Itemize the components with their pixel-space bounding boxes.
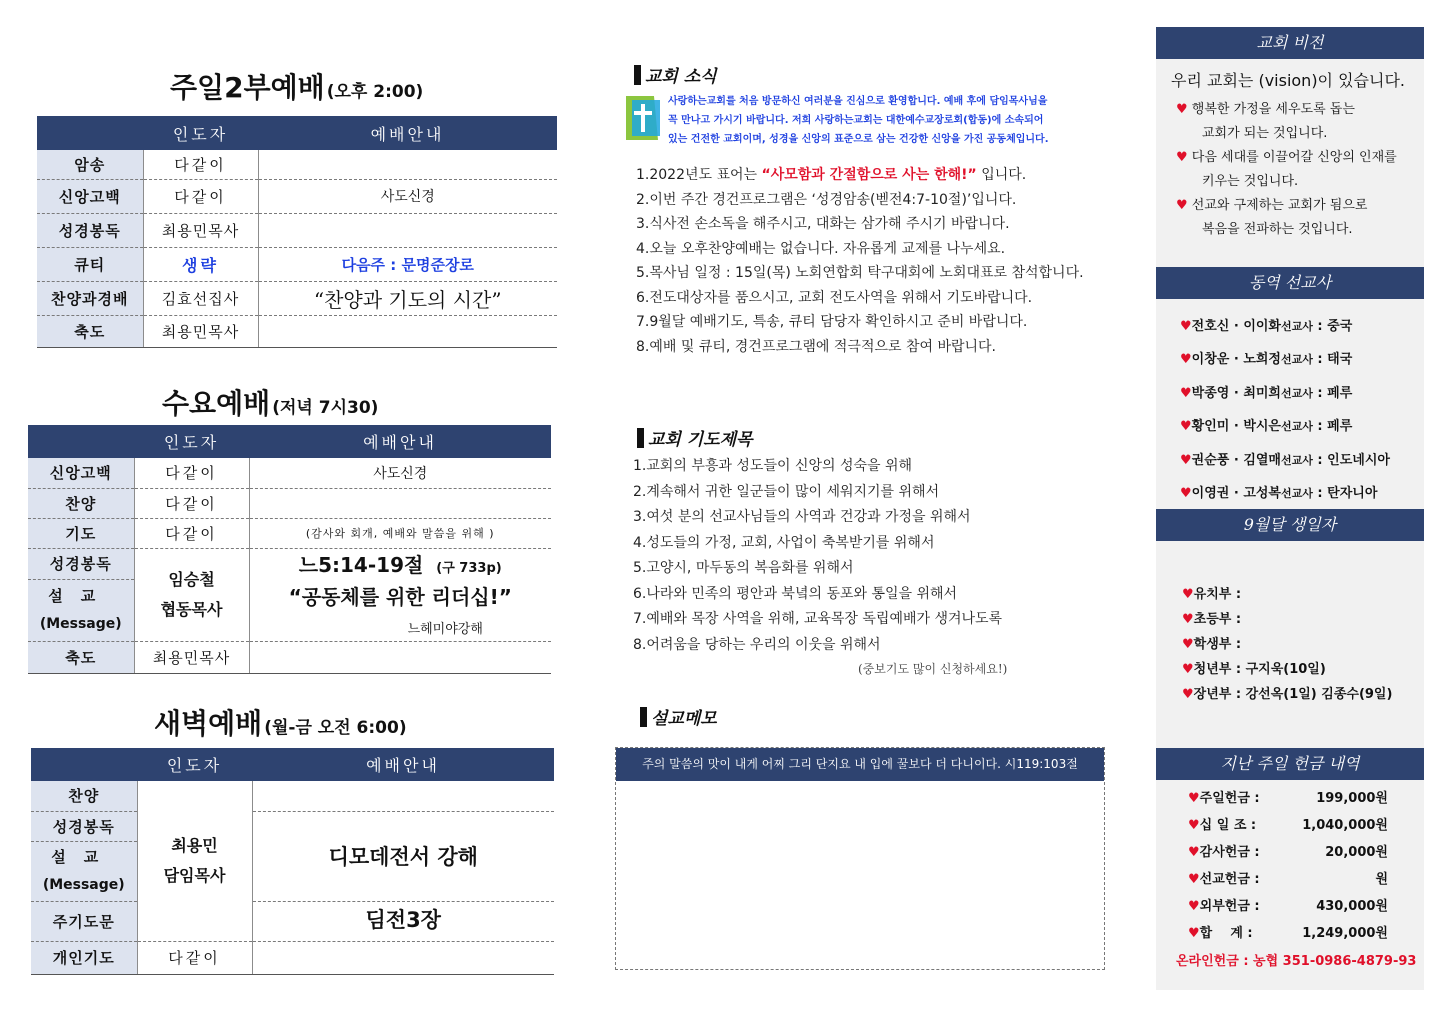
prayer-note: (중보기도 많이 신청하세요!) bbox=[858, 662, 1008, 676]
list-item: ♥이창운 · 노희정선교사 : 태국 bbox=[1180, 352, 1353, 368]
heart-icon: ♥ bbox=[1180, 452, 1192, 468]
heart-icon: ♥ bbox=[1176, 102, 1188, 117]
table-row: 찬양과경배 김효선집사 “찬양과 기도의 시간” bbox=[37, 281, 557, 315]
dawn-service-table bbox=[31, 748, 554, 975]
list-item: 6.전도대상자를 품으시고, 교회 전도사역을 위해서 기도바랍니다. bbox=[636, 289, 1033, 306]
heart-icon: ♥ bbox=[1188, 791, 1200, 806]
missionaries-heading: 동역 선교사 bbox=[1156, 267, 1424, 299]
wednesday-service-title: 수요예배 (저녁 7시30) bbox=[162, 387, 379, 420]
list-item: ♥장년부 : 강선옥(1일) 김종수(9일) bbox=[1182, 687, 1393, 702]
heading-bar-icon bbox=[640, 707, 647, 727]
list-item: 7.예배와 목장 사역을 위해, 교육목장 독립예배가 생겨나도록 bbox=[633, 611, 1003, 627]
table-row: 주기도문 딤전3장 bbox=[31, 901, 554, 941]
dawn-service-title: 새벽예배 (월-금 오전 6:00) bbox=[154, 707, 407, 740]
table-row: 축도 최용민목사 bbox=[37, 315, 557, 347]
table-row: 성경봉독 임승철 협동목사 느5:14-19절 (구 733p) bbox=[28, 548, 551, 579]
heart-icon: ♥ bbox=[1182, 612, 1194, 627]
heart-icon: ♥ bbox=[1176, 198, 1188, 213]
offering-list bbox=[1188, 785, 1388, 947]
list-item: ♥ 감사헌금 : 20,000원 bbox=[1188, 839, 1388, 866]
welcome-message: 사랑하는교회를 처음 방문하신 여러분을 진심으로 환영합니다. 예배 후에 담임목사님을 꼭 만나고 가시기 바랍니다. 저희 사랑하는교회는 대한예수교장로회(합동)에 소속되어 있는 건전한 교회이며, 성경을 신앙의 표준으로 삼는 건강한 신앙을 가진 공동체입니다. bbox=[668, 96, 1049, 145]
table-row: 개인기도 다같이 bbox=[31, 941, 554, 974]
scripture-reference: 느5:14-19절 bbox=[298, 553, 424, 578]
list-item: ♥권순풍 · 김열매선교사 : 인도네시아 bbox=[1180, 452, 1390, 468]
prayer-heading: 교회 기도제목 bbox=[637, 425, 752, 450]
online-offering-account: 온라인헌금 : 농협 351-0986-4879-93 bbox=[1176, 954, 1417, 969]
heart-icon: ♥ bbox=[1180, 486, 1192, 502]
heart-icon: ♥ bbox=[1188, 845, 1200, 860]
sermon-title: “공동체를 위한 리더십!” bbox=[288, 585, 512, 609]
list-item: ♥ 주일헌금 : 199,000원 bbox=[1188, 785, 1388, 812]
table-row: 설교 (Message) bbox=[31, 841, 554, 901]
list-item: 4.성도들의 가정, 교회, 사업이 축복받기를 위해서 bbox=[633, 534, 935, 551]
list-item: 2.이번 주간 경건프로그램은 ‘성경암송(벧전4:7-10절)’입니다. bbox=[636, 191, 1017, 208]
heart-icon: ♥ bbox=[1180, 419, 1192, 435]
vision-item: ♥ 다음 세대를 이끌어갈 신앙의 인재를 키우는 것입니다. bbox=[1176, 150, 1397, 189]
heart-icon: ♥ bbox=[1180, 385, 1192, 401]
sermon-memo-box[interactable] bbox=[615, 747, 1105, 970]
year-motto: “사모함과 간절함으로 사는 한해!” bbox=[761, 167, 977, 183]
table-row: 성경봉독 디모데전서 강해 bbox=[31, 811, 554, 841]
sunday-service-table bbox=[37, 116, 557, 348]
table-row: 찬양 다같이 bbox=[28, 488, 551, 518]
merged-leader-cell: 최용민 담임목사 bbox=[137, 781, 252, 941]
table-row: 신앙고백 다같이 사도신경 bbox=[37, 179, 557, 213]
vision-item: ♥ 선교와 구제하는 교회가 됨으로 복음을 전파하는 것입니다. bbox=[1176, 198, 1368, 237]
birthday-list bbox=[1182, 582, 1392, 707]
list-item: 3.여섯 분의 선교사님들의 사역과 건강과 가정을 위해서 bbox=[633, 509, 971, 525]
heart-icon: ♥ bbox=[1182, 687, 1194, 702]
list-item: ♥박종영 · 최미희선교사 : 페루 bbox=[1180, 385, 1353, 401]
heading-bar-icon bbox=[634, 65, 641, 85]
list-item: 5.목사님 일정 : 15일(목) 노회연합회 탁구대회에 노회대표로 참석합니다. bbox=[636, 265, 1084, 281]
list-item: ♥학생부 : bbox=[1182, 637, 1242, 652]
list-item: 7.9월달 예배기도, 특송, 큐티 담당자 확인하시고 준비 바랍니다. bbox=[636, 314, 1028, 330]
vision-item: ♥ 행복한 가정을 세우도록 돕는 교회가 되는 것입니다. bbox=[1176, 102, 1355, 141]
list-item: ♥ 십 일 조 : 1,040,000원 bbox=[1188, 812, 1388, 839]
heart-icon: ♥ bbox=[1180, 319, 1192, 334]
vision-heading: 교회 비전 bbox=[1156, 27, 1424, 59]
list-item: ♥전호신 · 이이화선교사 : 중국 bbox=[1180, 319, 1353, 334]
list-item: 4.오늘 오후찬양예배는 없습니다. 자유롭게 교제를 나누세요. bbox=[636, 240, 1006, 257]
memo-verse: 주의 말씀의 맛이 내게 어찌 그리 단지요 내 입에 꿀보다 더 다니이다. 시119:103절 bbox=[616, 748, 1104, 781]
wednesday-service-table bbox=[28, 425, 551, 674]
offering-heading: 지난 주일 헌금 내역 bbox=[1156, 748, 1424, 780]
guide-header: 예배안내 bbox=[258, 116, 557, 150]
table-header-row bbox=[37, 116, 557, 150]
table-row: 암송 다같이 bbox=[37, 150, 557, 179]
list-item: ♥이영권 · 고성복선교사 : 탄자니아 bbox=[1180, 486, 1378, 502]
heading-bar-icon bbox=[637, 428, 644, 448]
list-item: 8.예배 및 큐티, 경건프로그램에 적극적으로 참여 바랍니다. bbox=[636, 338, 997, 355]
missionary-list bbox=[1180, 310, 1390, 510]
table-row: 축도 최용민목사 bbox=[28, 641, 551, 673]
table-row: 설교 (Message) “공동체를 위한 리더십!” 느헤미야강해 bbox=[28, 579, 551, 641]
leader-header: 인도자 bbox=[143, 116, 258, 150]
birthdays-heading: 9월달 생일자 bbox=[1156, 509, 1424, 541]
table-row: 큐티 생략 다음주 : 문명준장로 bbox=[37, 247, 557, 281]
heart-icon: ♥ bbox=[1188, 818, 1200, 833]
heart-icon: ♥ bbox=[1188, 872, 1200, 887]
list-item: 3.식사전 손소독을 해주시고, 대화는 삼가해 주시기 바랍니다. bbox=[636, 216, 1010, 232]
sermon-series: 느헤미야강해 bbox=[407, 622, 483, 637]
list-item: ♥초등부 : bbox=[1182, 612, 1242, 627]
list-item: 2.계속해서 귀한 일군들이 많이 세워지기를 위해서 bbox=[633, 483, 940, 500]
heart-icon: ♥ bbox=[1176, 150, 1188, 165]
heart-icon: ♥ bbox=[1182, 587, 1194, 602]
table-header-row: 인도자 예배안내 bbox=[31, 748, 554, 781]
chapter-title: 딤전3장 bbox=[365, 907, 441, 932]
list-item: ♥황인미 · 박시은선교사 : 페루 bbox=[1180, 419, 1353, 435]
heart-icon: ♥ bbox=[1182, 637, 1194, 652]
table-row: 신앙고백 다같이 사도신경 bbox=[28, 458, 551, 488]
church-news-heading: 교회 소식 bbox=[634, 62, 717, 87]
heart-icon: ♥ bbox=[1188, 926, 1200, 941]
vision-intro: 우리 교회는 (vision)이 있습니다. bbox=[1171, 71, 1406, 90]
news-list bbox=[636, 163, 1084, 359]
page-reference: (구 733p) bbox=[436, 561, 502, 577]
prayer-list bbox=[633, 454, 1002, 658]
list-item: 8.어려움을 당하는 우리의 이웃을 위해서 bbox=[633, 636, 881, 653]
table-row: 찬양 최용민 담임목사 bbox=[31, 781, 554, 811]
list-item: ♥ 외부헌금 : 430,000원 bbox=[1188, 893, 1388, 920]
merged-leader-cell: 임승철 협동목사 bbox=[134, 548, 249, 641]
sermon-memo-heading: 설교메모 bbox=[640, 704, 717, 729]
cross-icon bbox=[624, 96, 660, 140]
series-title: 디모데전서 강해 bbox=[252, 811, 554, 901]
table-row: 기도 다같이 (감사와 회개, 예배와 말씀을 위해 ) bbox=[28, 518, 551, 548]
heart-icon: ♥ bbox=[1188, 899, 1200, 914]
table-row: 성경봉독 최용민목사 bbox=[37, 213, 557, 247]
table-header-row: 인도자 예배안내 bbox=[28, 425, 551, 458]
sunday-service-title: 주일2부예배 (오후 2:00) bbox=[170, 71, 424, 104]
list-item: 5.고양시, 마두동의 복음화를 위해서 bbox=[633, 560, 854, 576]
heart-icon: ♥ bbox=[1180, 352, 1192, 368]
heart-icon: ♥ bbox=[1182, 662, 1194, 677]
list-item: 1.교회의 부흥과 성도들이 신앙의 성숙을 위해 bbox=[633, 458, 913, 474]
list-item: ♥ 선교헌금 : 원 bbox=[1188, 866, 1388, 893]
list-item: 6.나라와 민족의 평안과 북녘의 동포와 통일을 위해서 bbox=[633, 585, 958, 602]
list-item: 1.2022년도 표어는 “사모함과 간절함으로 사는 한해!” 입니다. bbox=[636, 167, 1027, 183]
list-item: ♥ 합 계 : 1,249,000원 bbox=[1188, 920, 1388, 947]
list-item: ♥유치부 : bbox=[1182, 587, 1242, 602]
list-item: ♥청년부 : 구지욱(10일) bbox=[1182, 662, 1326, 677]
